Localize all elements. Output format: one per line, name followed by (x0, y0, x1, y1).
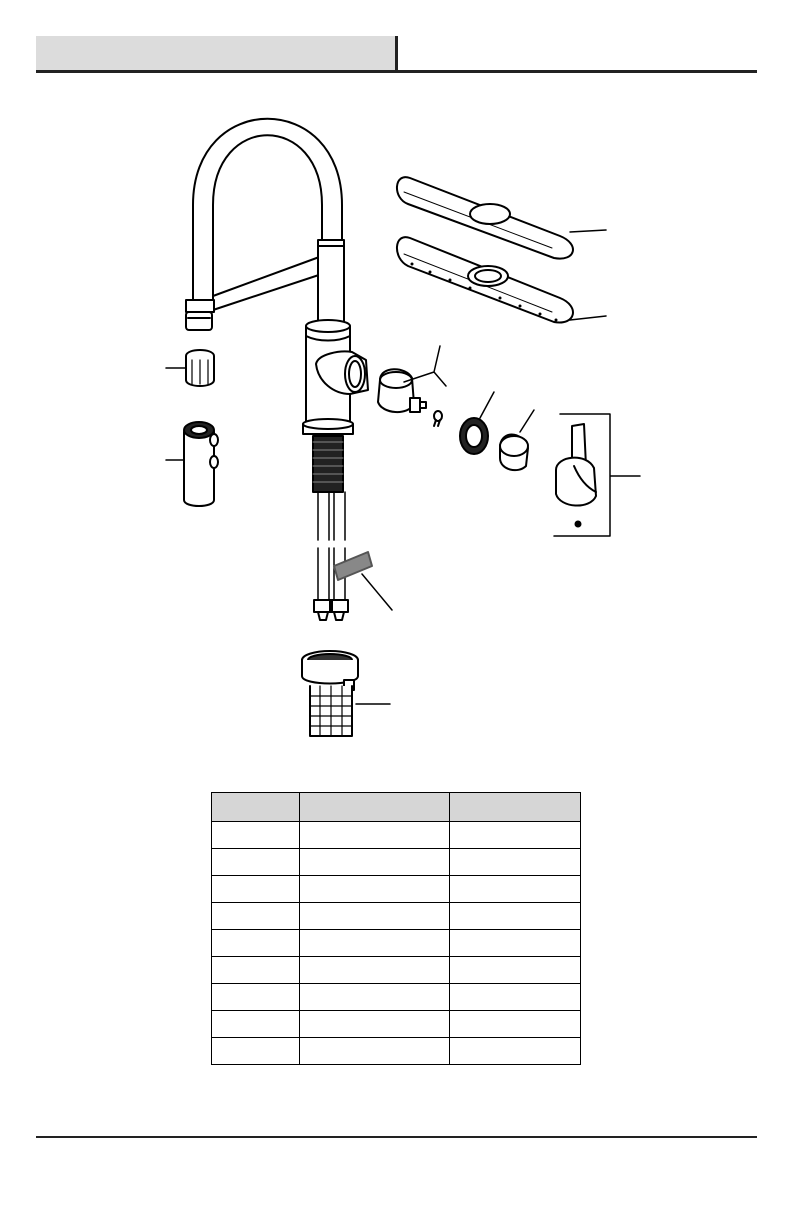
footer-rule (36, 1136, 757, 1138)
table-row (212, 876, 581, 903)
cell-quantity (450, 849, 581, 876)
cell-quantity (450, 984, 581, 1011)
cell-description (300, 849, 450, 876)
table-row (212, 903, 581, 930)
callout-bracket-cartridge (404, 346, 446, 386)
cell-quantity (450, 822, 581, 849)
callout-line-deckplate-bottom (570, 316, 606, 320)
callout-line-weight (362, 574, 392, 610)
cell-part (212, 1011, 300, 1038)
cell-description (300, 930, 450, 957)
cell-part (212, 822, 300, 849)
column-header-part (212, 793, 300, 822)
cell-part (212, 849, 300, 876)
cartridge-illustration (378, 369, 426, 412)
cell-description (300, 1038, 450, 1065)
cell-quantity (450, 876, 581, 903)
table-header-row (212, 793, 581, 822)
table-row (212, 930, 581, 957)
callout-line-deckplate-top (570, 230, 606, 232)
table-row (212, 984, 581, 1011)
cell-quantity (450, 1038, 581, 1065)
parts-list-table (211, 792, 581, 1065)
cell-description (300, 903, 450, 930)
cell-part (212, 957, 300, 984)
mounting-nut-illustration (302, 651, 358, 736)
hose-weight-illustration (334, 552, 372, 580)
table-row (212, 1038, 581, 1065)
screw-illustration (434, 411, 442, 426)
cell-quantity (450, 957, 581, 984)
table-row (212, 1011, 581, 1038)
sprayhead-illustration (184, 422, 218, 506)
cell-description (300, 876, 450, 903)
cell-part (212, 984, 300, 1011)
cell-quantity (450, 903, 581, 930)
bonnet-nut-illustration (460, 418, 488, 454)
cell-description (300, 957, 450, 984)
table-row (212, 849, 581, 876)
spray-clip-illustration (186, 350, 214, 386)
column-header-description (300, 793, 450, 822)
cap-illustration (500, 435, 528, 471)
cell-description (300, 1011, 450, 1038)
cell-part (212, 903, 300, 930)
cell-quantity (450, 930, 581, 957)
table-row (212, 822, 581, 849)
column-header-quantity (450, 793, 581, 822)
cell-part (212, 876, 300, 903)
cell-quantity (450, 1011, 581, 1038)
table-row (212, 957, 581, 984)
cell-description (300, 984, 450, 1011)
callout-line-bonnet (480, 392, 494, 418)
cell-part (212, 1038, 300, 1065)
handle-illustration (556, 424, 596, 527)
callout-line-cap (520, 410, 534, 432)
cell-part (212, 930, 300, 957)
cell-description (300, 822, 450, 849)
